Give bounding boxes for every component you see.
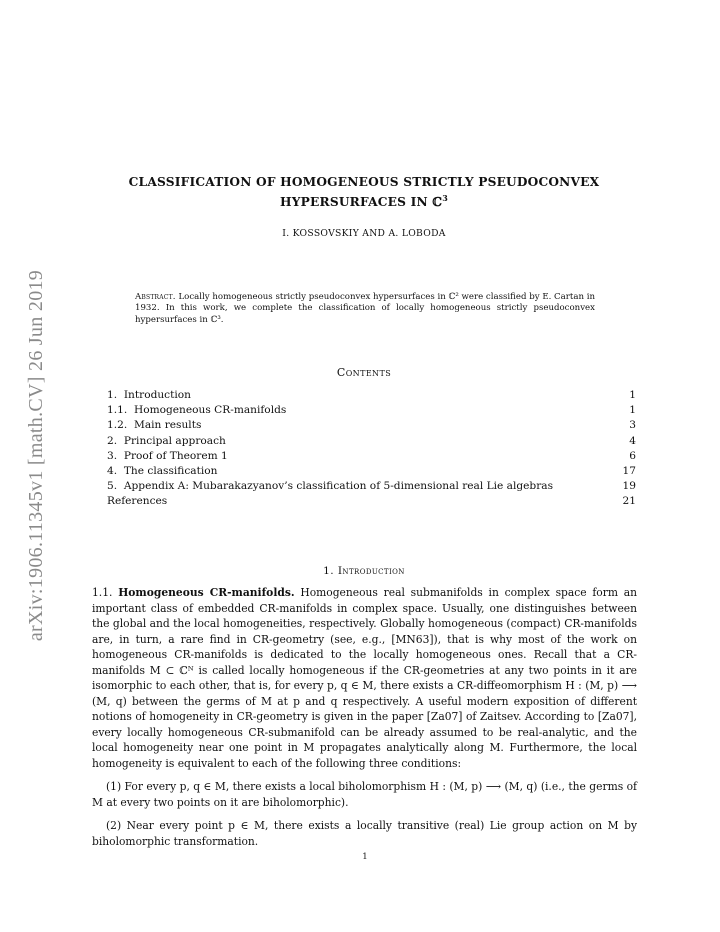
subsection-number: 1.1.: [92, 586, 113, 599]
toc-entry-label: [107, 434, 226, 449]
toc-entry-number: 1.: [107, 389, 118, 401]
contents-heading: Contents: [336, 366, 392, 379]
paragraph-1: [92, 585, 637, 771]
arxiv-identifier-stamp: [22, 235, 52, 675]
condition-1: (1) For every p, q ∈ M, there exists a local biholomorphism H : (M, p) ⟶ (M, q) (i.e., the germs of M at every two points on it are biholomorphic).: [92, 780, 637, 809]
toc-entry-title: Main results: [133, 419, 202, 432]
toc-entry-label: [107, 388, 191, 403]
toc-entry-number: 2.: [107, 434, 118, 447]
author-list: I. KOSSOVSKIY AND A. LOBODA: [282, 228, 446, 239]
toc-entry-number: 1.2.: [107, 419, 128, 432]
arxiv-identifier-text: arXiv:1906.11345v1 [math.CV] 26 Jun 2019: [25, 269, 48, 641]
toc-entry-title: Appendix A: Mubarakazyanov’s classification of 5-dimensional real Lie algebras: [123, 480, 554, 493]
toc-entry[interactable]: [107, 494, 636, 509]
toc-entry[interactable]: [107, 418, 636, 433]
toc-entry-page: 21: [622, 495, 636, 508]
toc-entry[interactable]: [107, 388, 636, 403]
toc-entry-label: [107, 449, 228, 464]
subsection-title: Homogeneous CR-manifolds.: [118, 586, 295, 599]
toc-entry-label: [107, 494, 167, 509]
title-line-2-text: HYPERSURFACES IN ℂ: [280, 195, 443, 210]
toc-entry-number: 3.: [107, 449, 118, 462]
toc-entry-page: 17: [622, 465, 636, 478]
condition-2: (2) Near every point p ∈ M, there exists a locally transitive (real) Lie group action on M by biholomorphic transformation.: [92, 819, 637, 848]
page-number: 1: [362, 852, 368, 862]
toc-entry-title: Principal approach: [123, 434, 226, 447]
toc-entry-title: The classification: [123, 465, 218, 478]
abstract-label: Abstract.: [135, 292, 176, 302]
paper-title: [100, 174, 628, 210]
title-exponent: 3: [442, 193, 448, 203]
section-heading: 1. Introduction: [323, 565, 405, 577]
toc-entry-label: [107, 479, 553, 494]
abstract-text: Locally homogeneous strictly pseudoconvex hypersurfaces in ℂ² were classified by E. Cartan in 1932. In this work, we complete the classification of locally homogeneous strictly pseudoconvex hypersurfaces in ℂ³.: [135, 292, 595, 325]
toc-entry-label: [107, 464, 217, 479]
toc-entry[interactable]: [107, 403, 636, 418]
toc-entry[interactable]: [107, 464, 636, 479]
toc-entry-number: 1.1.: [107, 404, 128, 417]
toc-entry-number: 4.: [107, 465, 118, 478]
toc-entry-label: [107, 403, 286, 418]
toc-entry-page: 6: [629, 449, 636, 462]
toc-entry[interactable]: [107, 434, 636, 449]
toc-entry-page: 4: [629, 434, 636, 447]
toc-entry-title: Introduction: [123, 389, 191, 401]
toc-entry-title: References: [107, 495, 168, 508]
toc-entry-number: 5.: [107, 480, 118, 493]
toc-entry-page: 3: [629, 419, 636, 432]
toc-entry-page: 1: [629, 389, 636, 401]
abstract-block: [135, 292, 595, 326]
title-line-1: CLASSIFICATION OF HOMOGENEOUS STRICTLY PSEUDOCONVEX: [128, 175, 600, 189]
title-line-2: [100, 190, 628, 210]
paragraph-1-text: Homogeneous real submanifolds in complex space form an important class of embedded CR-manifolds in complex space. Usually, one distinguishes between the global and the local homogeneities, respectively. Globally homogeneous (compact) CR-manifolds are, in turn, a rare find in CR-geometry (see, e.g., [MN63]), that is why most of the work on homogeneous CR-manifolds is dedicated to the locally homogeneous ones. Recall that a CR-manifolds M ⊂ ℂᴺ is called locally homogeneous if the CR-geometries at any two points in it are isomorphic to each other, that is, for every p, q ∈ M, there exists a CR-diffeomorphism H : (M, p) ⟶ (M, q) between the germs of M at p and q respectively. A useful modern exposition of different notions of homogeneity in CR-geometry is given in the paper [Za07] of Zaitsev. According to [Za07], every locally homogeneous CR-submanifold can be already assumed to be real-analytic, and the local homogeneity near one point in M propagates analytically along M. Furthermore, the local homogeneity is equivalent to each of the following three conditions:: [92, 586, 637, 770]
toc-entry-page: 19: [622, 480, 636, 493]
toc-entry[interactable]: [107, 479, 636, 494]
toc-entry-title: Homogeneous CR-manifolds: [133, 404, 287, 417]
toc-entry-page: 1: [629, 404, 636, 417]
section-body: [92, 585, 637, 849]
toc-entry-label: [107, 418, 201, 433]
table-of-contents: [107, 388, 636, 510]
toc-entry[interactable]: [107, 449, 636, 464]
toc-entry-title: Proof of Theorem 1: [123, 449, 228, 462]
